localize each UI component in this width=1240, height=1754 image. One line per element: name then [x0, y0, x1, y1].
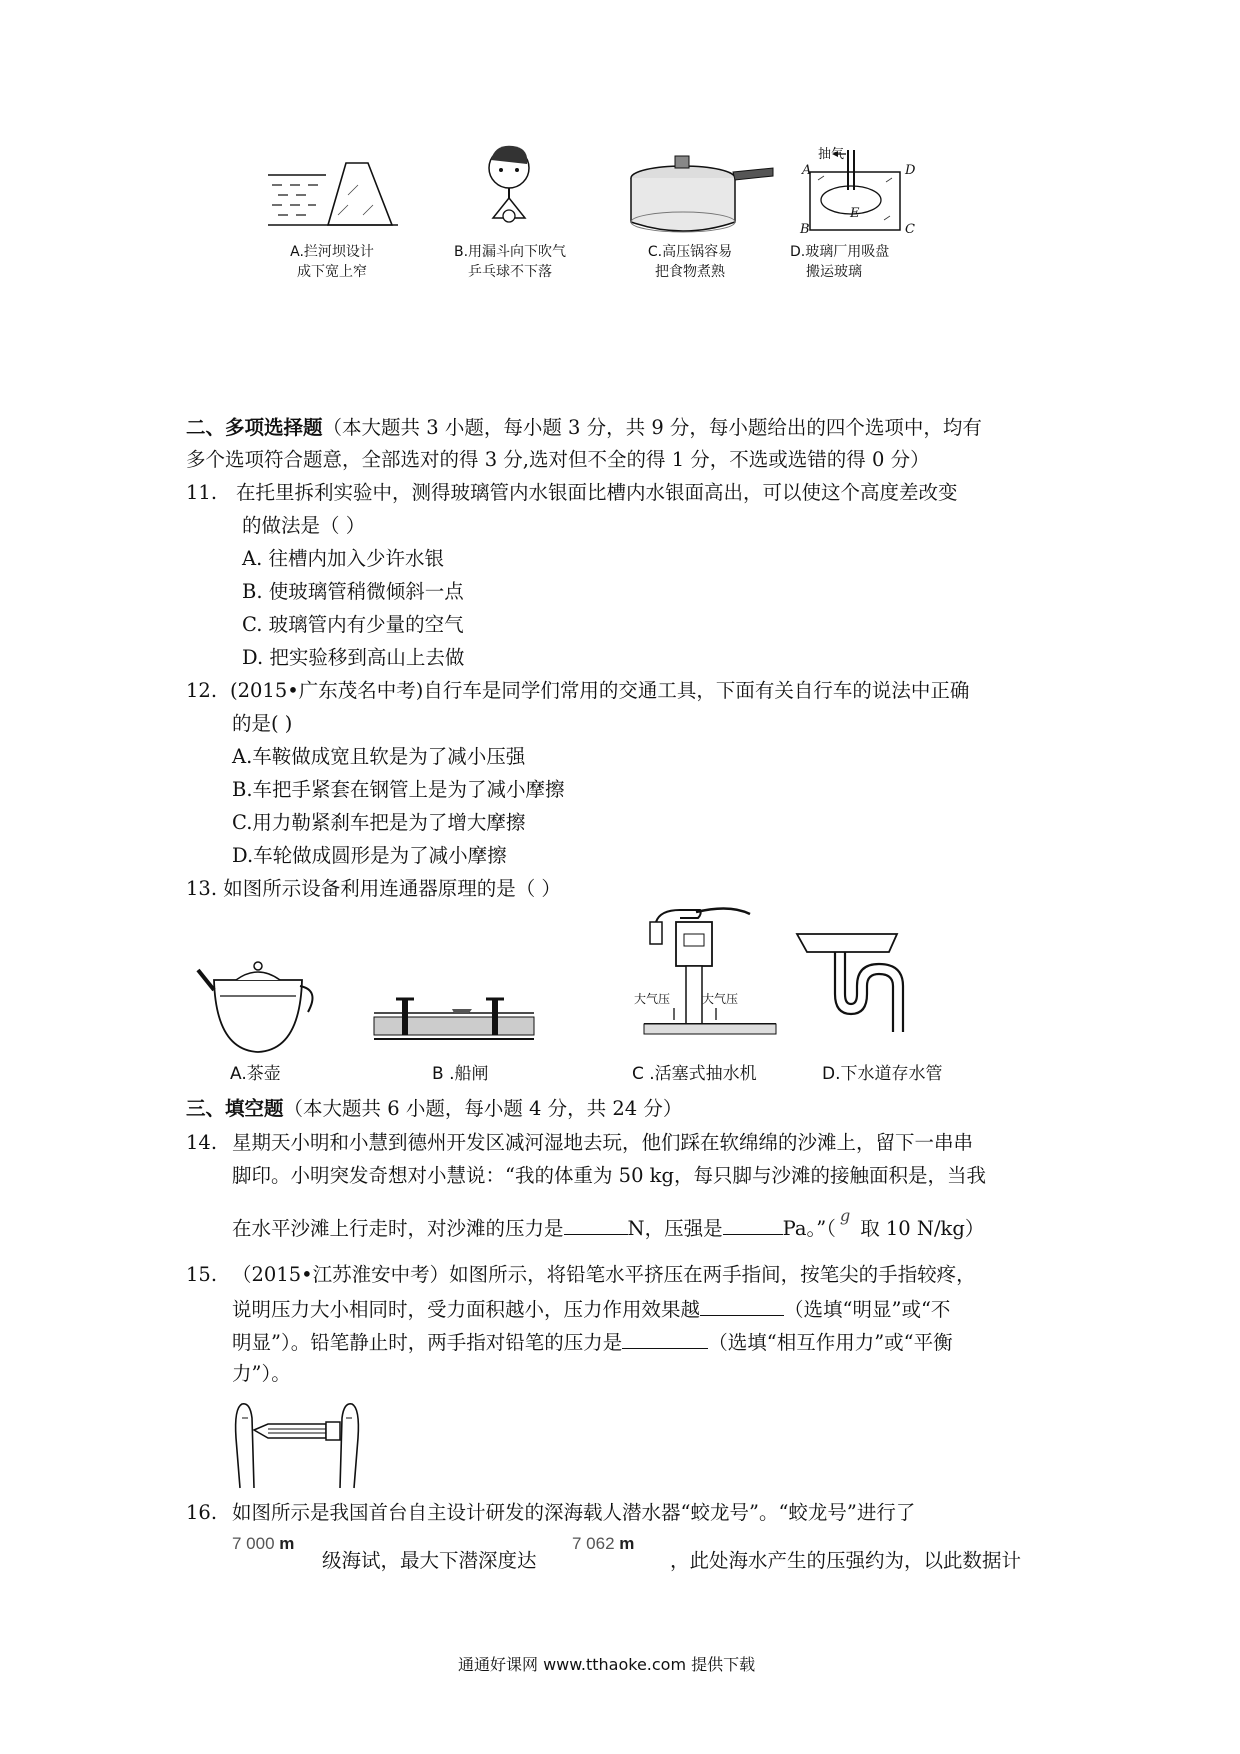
caption-a-line1: A.拦河坝设计	[290, 244, 374, 260]
pump-pressure-left: 大气压	[634, 992, 671, 1006]
caption-b-line1: B.用漏斗向下吹气	[453, 244, 567, 260]
section2-title-rest: （本大题共 3 小题，每小题 3 分，共 9 分，每小题给出的四个选项中，均有	[322, 416, 982, 439]
page-footer: 通通好课网 www.tthaoke.com 提供下载	[458, 1655, 756, 1674]
q16-depth-unit-1: m	[279, 1534, 295, 1553]
q15-line4: 力”）。	[232, 1362, 291, 1385]
q13-stem: 13. 如图所示设备利用连通器原理的是（ ）	[186, 877, 561, 900]
q11-number: 11.	[186, 481, 218, 504]
dam-figure	[268, 155, 398, 233]
q15-line2	[232, 1295, 950, 1323]
q14-line3-part3: Pa。”（	[782, 1217, 836, 1240]
q14-force-blank[interactable]	[564, 1214, 628, 1235]
q15-line2-part2: （选填“明显”或“不	[784, 1298, 951, 1321]
piston-pump-figure	[640, 908, 780, 1038]
caption-b-line2: 乒乓球不下落	[468, 264, 552, 280]
drain-trap-figure	[795, 928, 915, 1038]
caption-a-line2: 成下宽上窄	[297, 264, 367, 280]
q12-option-b: B.车把手紧套在钢管上是为了减小摩擦	[232, 778, 565, 801]
corner-label-d: D	[905, 163, 916, 178]
section3-heading	[186, 1096, 682, 1122]
section2-title: 二、多项选择题	[186, 416, 323, 439]
q13-caption-b: B .船闸	[432, 1064, 489, 1084]
q16-depth-value-2	[572, 1534, 634, 1554]
q16-depth-value-1	[232, 1534, 294, 1554]
q15-force-blank[interactable]	[622, 1328, 708, 1349]
ship-lock-figure	[374, 995, 534, 1045]
caption-d-line2: 搬运玻璃	[806, 264, 862, 280]
q14-line3-part2: N，压强是	[627, 1217, 723, 1240]
q15-line3-part2: （选填“相互作用力”或“平衡	[708, 1331, 953, 1354]
q14-line3	[232, 1206, 985, 1243]
q16-line2-part2: ，此处海水产生的压强约为，以此数据计	[670, 1549, 1022, 1572]
section2-heading	[186, 415, 982, 441]
q13-caption-a: A.茶壶	[230, 1064, 281, 1084]
q15-line2-part1: 说明压力大小相同时，受力面积越小，压力作用效果越	[232, 1298, 701, 1321]
teapot-figure	[196, 950, 316, 1060]
q14-pressure-blank[interactable]	[723, 1214, 783, 1235]
pencil-fingers-figure	[228, 1398, 368, 1490]
q12-number: 12.	[186, 679, 218, 702]
q15-line3	[232, 1328, 953, 1356]
q14-number: 14.	[186, 1131, 218, 1154]
q13-caption-c: C .活塞式抽水机	[632, 1064, 757, 1084]
pump-pressure-right: 大气压	[702, 992, 739, 1006]
q16-line1: 如图所示是我国首台自主设计研发的深海载人潜水器“蛟龙号”。“蛟龙号”进行了	[232, 1501, 916, 1524]
q12-stem-line2: 的是( )	[232, 712, 293, 735]
q15-line1: （2015•江苏淮安中考）如图所示，将铅笔水平挤压在两手指间，按笔尖的手指较疼，	[232, 1263, 976, 1286]
section3-title: 三、填空题	[186, 1097, 284, 1120]
q13-caption-d: D.下水道存水管	[822, 1064, 943, 1084]
q11-stem-line2: 的做法是（ ）	[242, 514, 366, 537]
q12-option-a: A.车鞍做成宽且软是为了减小压强	[232, 745, 526, 768]
q14-line1: 星期天小明和小慧到德州开发区减河湿地去玩，他们踩在软绵绵的沙滩上，留下一串串	[232, 1131, 974, 1154]
q14-line2: 脚印。小明突发奇想对小慧说：“我的体重为 50 kg，每只脚与沙滩的接触面积是，当我	[232, 1164, 986, 1187]
q12-option-d: D.车轮做成圆形是为了减小摩擦	[232, 844, 507, 867]
q11-stem-line1: 在托里拆利实验中，测得玻璃管内水银面比槽内水银面高出，可以使这个高度差改变	[236, 481, 958, 504]
q15-effect-blank[interactable]	[700, 1295, 784, 1316]
q16-line2-part1: 级海试，最大下潜深度达	[322, 1549, 537, 1572]
q11-option-d: D. 把实验移到高山上去做	[242, 646, 465, 669]
q14-line3-part4: 取 10 N/kg）	[860, 1217, 985, 1240]
corner-label-b: B	[800, 222, 810, 237]
q11-option-a: A. 往槽内加入少许水银	[242, 547, 444, 570]
funnel-figure	[465, 140, 555, 230]
q16-depth-number-1: 7 000	[232, 1534, 275, 1553]
q16-number: 16.	[186, 1501, 218, 1524]
corner-label-c: C	[905, 222, 915, 237]
q16-depth-number-2: 7 062	[572, 1534, 615, 1553]
q16-depth-unit-2: m	[619, 1534, 635, 1553]
caption-c-line1: C.高压锅容易	[647, 244, 733, 260]
corner-label-a: A	[802, 163, 812, 178]
suction-cup-figure	[798, 150, 908, 240]
section2-line2: 多个选项符合题意，全部选对的得 3 分,选对但不全的得 1 分，不选或选错的得 0 分）	[186, 448, 930, 471]
pump-label: 抽气	[818, 147, 845, 162]
q12-option-c: C.用力勒紧刹车把是为了增大摩擦	[232, 811, 526, 834]
section3-title-rest: （本大题共 6 小题，每小题 4 分，共 24 分）	[283, 1097, 683, 1120]
q15-number: 15.	[186, 1263, 218, 1286]
q11-option-c: C. 玻璃管内有少量的空气	[242, 613, 464, 636]
q14-g-symbol: g	[839, 1206, 851, 1225]
center-label-e: E	[850, 206, 860, 221]
q14-line3-part1: 在水平沙滩上行走时，对沙滩的压力是	[232, 1217, 564, 1240]
q15-line3-part1: 明显”）。铅笔静止时，两手指对铅笔的压力是	[232, 1331, 623, 1354]
q11-option-b: B. 使玻璃管稍微倾斜一点	[242, 580, 464, 603]
caption-d-line1: D.玻璃厂用吸盘	[790, 244, 890, 260]
pressure-cooker-figure	[625, 148, 775, 238]
q12-stem-line1: (2015•广东茂名中考)自行车是同学们常用的交通工具，下面有关自行车的说法中正确	[230, 679, 970, 702]
caption-c-line2: 把食物煮熟	[655, 264, 725, 280]
